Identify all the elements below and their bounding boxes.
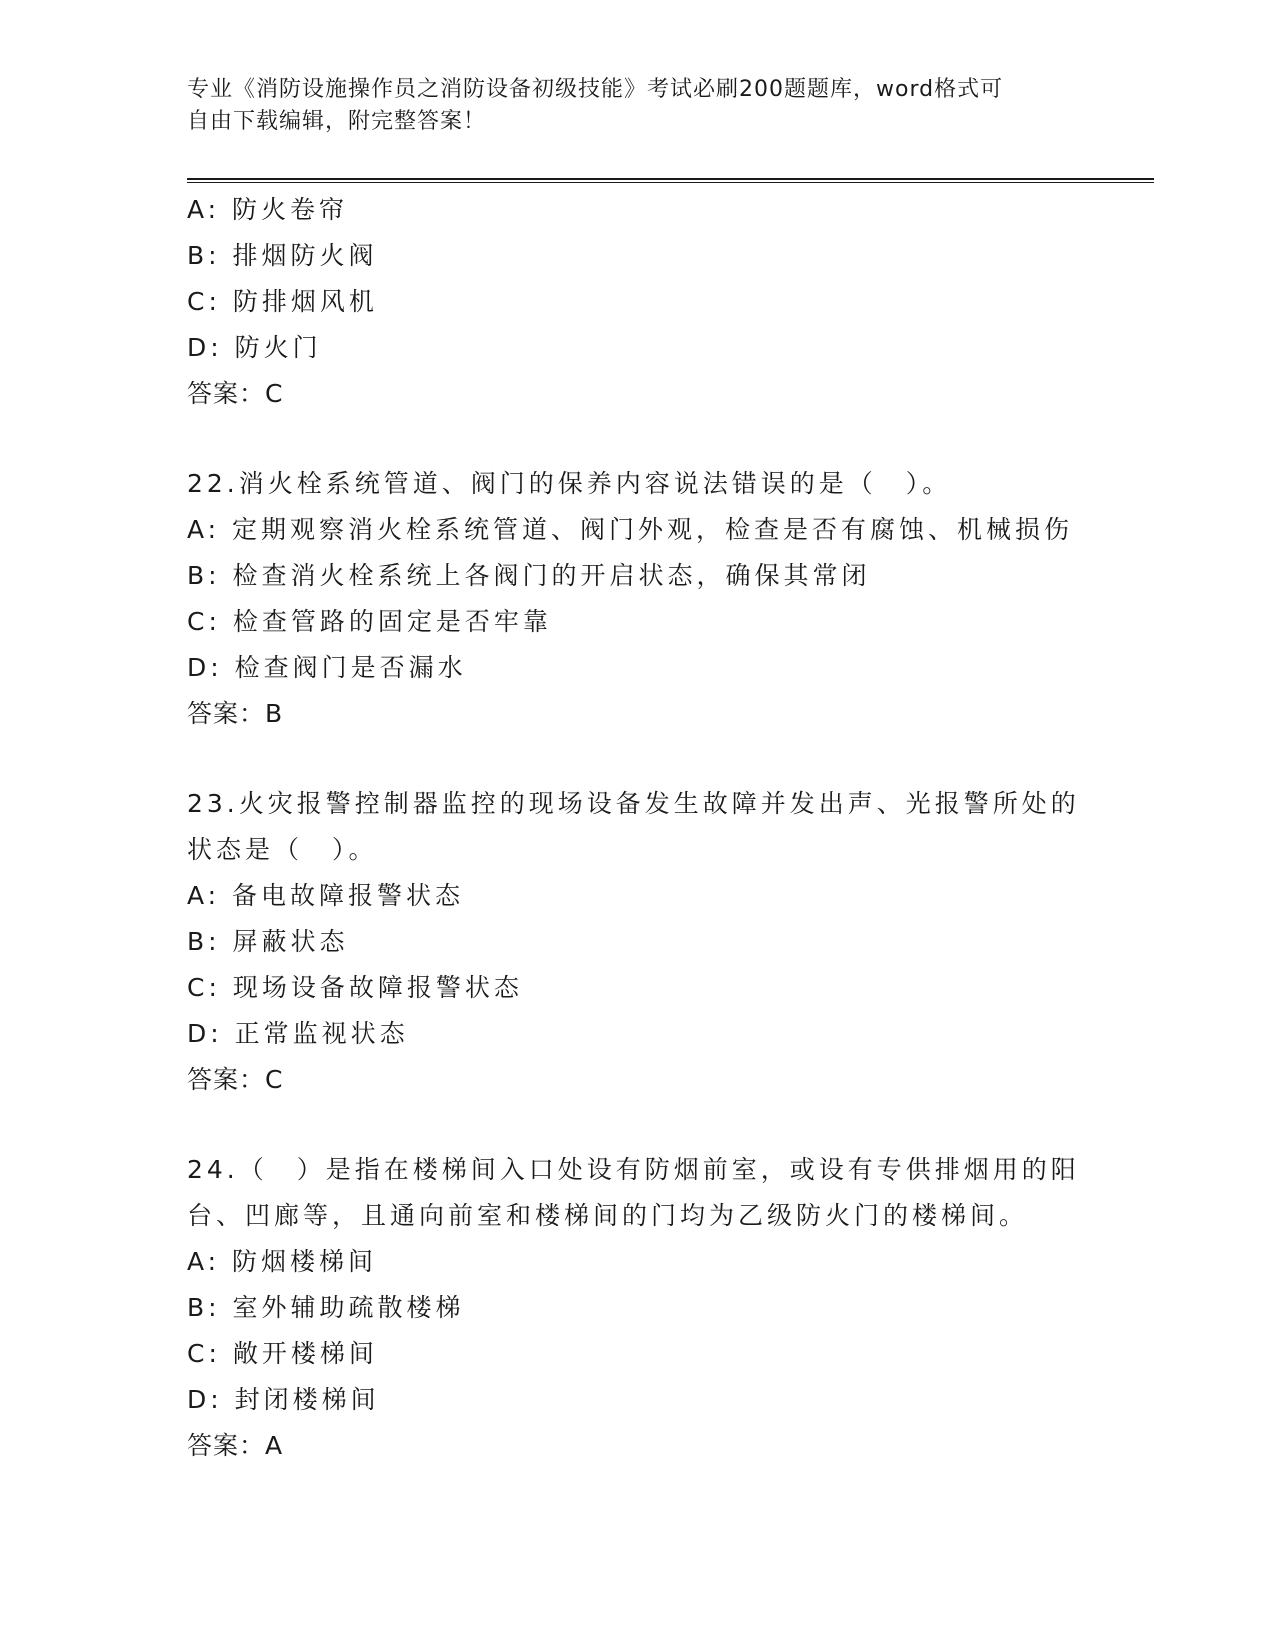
- option-c: C: 防排烟风机: [187, 287, 378, 316]
- answer: 答案：A: [187, 1431, 284, 1460]
- option-b: B: 室外辅助疏散楼梯: [187, 1293, 465, 1322]
- option-b: B: 屏蔽状态: [187, 927, 349, 956]
- question-stem-continued: 状态是（ ）。: [187, 835, 378, 864]
- option-b: B: 排烟防火阀: [187, 241, 378, 270]
- question-22: [187, 461, 1087, 737]
- answer: 答案：C: [187, 379, 284, 408]
- question-list: [187, 187, 1087, 1469]
- spacer: [187, 737, 1087, 781]
- option-d: D: 正常监视状态: [187, 1019, 409, 1048]
- answer: 答案：C: [187, 1065, 284, 1094]
- question-23: [187, 781, 1087, 1103]
- question-stem: 24.（ ）是指在楼梯间入口处设有防烟前室，或设有专供排烟用的阳: [187, 1155, 1080, 1184]
- spacer: [187, 417, 1087, 461]
- option-d: D: 封闭楼梯间: [187, 1385, 380, 1414]
- document-header: [187, 74, 1087, 138]
- header-divider: [187, 178, 1154, 183]
- option-a: A: 定期观察消火栓系统管道、阀门外观，检查是否有腐蚀、机械损伤: [187, 515, 1074, 544]
- option-d: D: 检查阀门是否漏水: [187, 653, 467, 682]
- option-a: A: 防烟楼梯间: [187, 1247, 378, 1276]
- option-c: C: 现场设备故障报警状态: [187, 973, 523, 1002]
- option-a: A: 备电故障报警状态: [187, 881, 465, 910]
- header-line-2: 自由下载编辑，附完整答案！: [187, 109, 487, 134]
- option-d: D: 防火门: [187, 333, 322, 362]
- answer: 答案：B: [187, 699, 284, 728]
- question-stem: 22.消火栓系统管道、阀门的保养内容说法错误的是（ ）。: [187, 469, 952, 498]
- option-c: C: 敞开楼梯间: [187, 1339, 378, 1368]
- question-24: [187, 1147, 1087, 1469]
- header-line-1: 专业《消防设施操作员之消防设备初级技能》考试必刷200题题库，word格式可: [187, 77, 1004, 102]
- question-21: [187, 187, 1087, 417]
- question-stem: 23.火灾报警控制器监控的现场设备发生故障并发出声、光报警所处的: [187, 789, 1080, 818]
- option-b: B: 检查消火栓系统上各阀门的开启状态，确保其常闭: [187, 561, 871, 590]
- spacer: [187, 1103, 1087, 1147]
- option-c: C: 检查管路的固定是否牢靠: [187, 607, 552, 636]
- question-stem-continued: 台、凹廊等，且通向前室和楼梯间的门均为乙级防火门的楼梯间。: [187, 1201, 1029, 1230]
- option-a: A: 防火卷帘: [187, 195, 349, 224]
